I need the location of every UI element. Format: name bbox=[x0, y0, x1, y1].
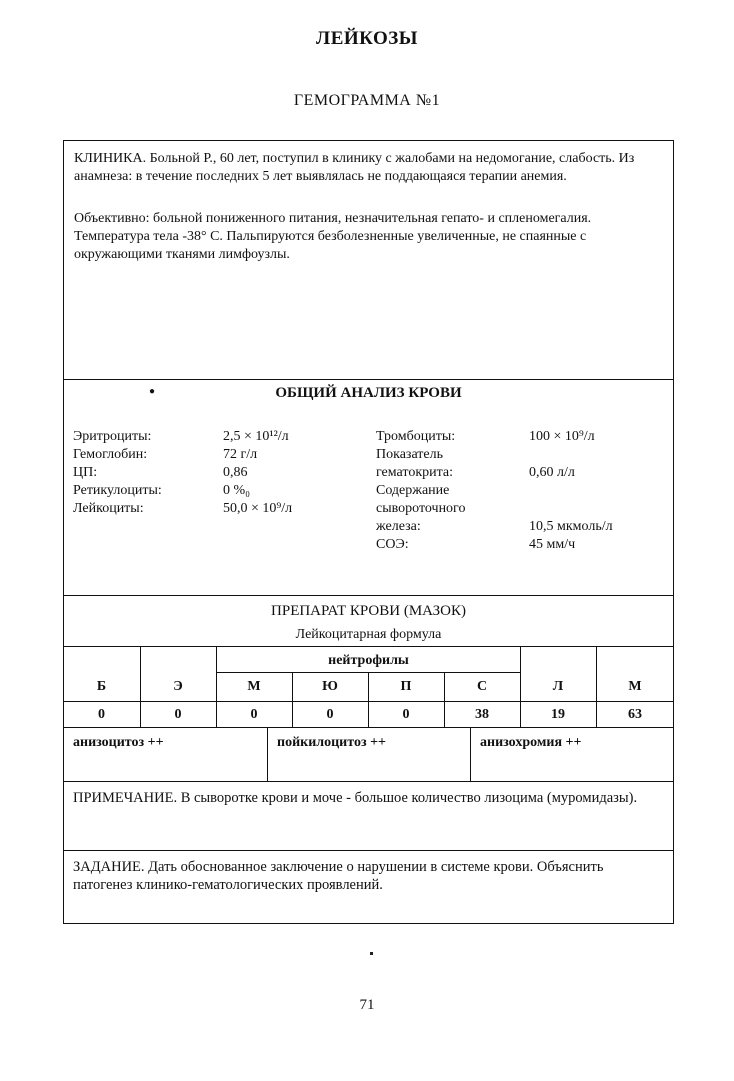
esr-label: СОЭ: bbox=[376, 537, 409, 552]
color-index-label: ЦП: bbox=[73, 465, 98, 480]
page-dot bbox=[370, 952, 373, 955]
value-juvenile: 0 bbox=[326, 707, 334, 722]
page-number: 71 bbox=[359, 997, 375, 1013]
anisocytosis-label: анизоцитоз ++ bbox=[73, 735, 164, 750]
lab-left-labels bbox=[73, 428, 213, 518]
lab-right-values bbox=[529, 428, 669, 554]
hemogram-title: ГЕМОГРАММА №1 bbox=[293, 92, 441, 109]
note-text: ПРИМЕЧАНИЕ. В сыворотке крови и моче - большое количество лизоцима (муромидазы). bbox=[73, 790, 638, 806]
col-header-myelocytes: М bbox=[247, 679, 261, 694]
poikilocytosis-label: пойкилоцитоз ++ bbox=[277, 735, 387, 750]
col-header-lymphocytes: Л bbox=[552, 679, 564, 694]
value-eosinophils: 0 bbox=[174, 707, 182, 722]
hematocrit-label-2: гематокрита: bbox=[376, 465, 454, 480]
leukocytes-label: Лейкоциты: bbox=[73, 501, 144, 516]
col-header-band: П bbox=[400, 679, 412, 694]
task-text: ЗАДАНИЕ. Дать обоснованное заключение о нарушении в системе крови. Объяснить патогенез клинико-гематологических проявлений. bbox=[73, 859, 604, 893]
value-basophils: 0 bbox=[98, 707, 105, 722]
page-title: ЛЕЙКОЗЫ bbox=[316, 28, 418, 49]
col-header-eosinophils: Э bbox=[173, 679, 183, 694]
erythrocytes-label: Эритроциты: bbox=[73, 429, 152, 444]
hemoglobin-value: 72 г/л bbox=[223, 447, 258, 462]
clinic-box bbox=[63, 140, 674, 380]
iron-value: 10,5 мкмоль/л bbox=[529, 519, 613, 534]
platelets-label: Тромбоциты: bbox=[376, 429, 456, 444]
iron-label-3: железа: bbox=[376, 519, 421, 534]
erythrocytes-value: 2,5 × 10¹²/л bbox=[223, 429, 289, 444]
value-myelocytes: 0 bbox=[250, 707, 258, 722]
lab-right-labels bbox=[376, 428, 516, 554]
col-header-basophils: Б bbox=[96, 679, 107, 694]
iron-label-1: Содержание bbox=[376, 483, 450, 498]
reticulocytes-label: Ретикулоциты: bbox=[73, 483, 162, 498]
blood-test-title: ОБЩИЙ АНАЛИЗ КРОВИ bbox=[275, 385, 462, 401]
objective-paragraph: Объективно: больной пониженного питания, незначительная гепато- и спленомегалия. Температура тела -38° С. Пальпируются безболезненные увеличенные, не спаянные с окружающими тканями лимфоузлы. bbox=[74, 211, 592, 262]
hematocrit-label-1: Показатель bbox=[376, 447, 443, 462]
morph-divider-2 bbox=[470, 727, 471, 782]
col-header-segmented: С bbox=[476, 679, 488, 694]
bullet-mark: ● bbox=[149, 386, 156, 397]
clinic-paragraph: КЛИНИКА. Больной Р., 60 лет, поступил в клинику с жалобами на недомогание, слабость. Из анамнеза: в течение последних 5 лет выявлялась не поддающаяся терапии анемия. bbox=[74, 151, 635, 184]
value-monocytes: 63 bbox=[628, 707, 642, 722]
col-header-monocytes: М bbox=[628, 679, 642, 694]
morph-divider-1 bbox=[267, 727, 268, 782]
color-index-value: 0,86 bbox=[223, 465, 248, 480]
lab-left-values bbox=[223, 428, 363, 518]
hematocrit-value: 0,60 л/л bbox=[529, 465, 575, 480]
leukocytes-value: 50,0 × 10⁹/л bbox=[223, 501, 293, 516]
col-header-juvenile: Ю bbox=[322, 679, 338, 694]
spacer bbox=[529, 500, 669, 518]
value-band: 0 bbox=[402, 707, 410, 722]
hemoglobin-label: Гемоглобин: bbox=[73, 447, 148, 462]
esr-value: 45 мм/ч bbox=[529, 537, 576, 552]
neutrophils-label: нейтрофилы bbox=[328, 653, 409, 668]
formula-title: Лейкоцитарная формула bbox=[295, 627, 442, 642]
smear-title: ПРЕПАРАТ КРОВИ (МАЗОК) bbox=[271, 603, 466, 619]
platelets-value: 100 × 10⁹/л bbox=[529, 429, 595, 444]
spacer bbox=[529, 446, 669, 464]
grid-top-line bbox=[63, 646, 674, 647]
value-lymphocytes: 19 bbox=[551, 707, 565, 722]
spacer bbox=[529, 482, 669, 500]
reticulocytes-value: 0 %₀ bbox=[223, 483, 251, 498]
iron-label-2: сывороточного bbox=[376, 501, 466, 516]
anisochromia-label: анизохромия ++ bbox=[480, 735, 582, 750]
value-segmented: 38 bbox=[475, 707, 489, 722]
